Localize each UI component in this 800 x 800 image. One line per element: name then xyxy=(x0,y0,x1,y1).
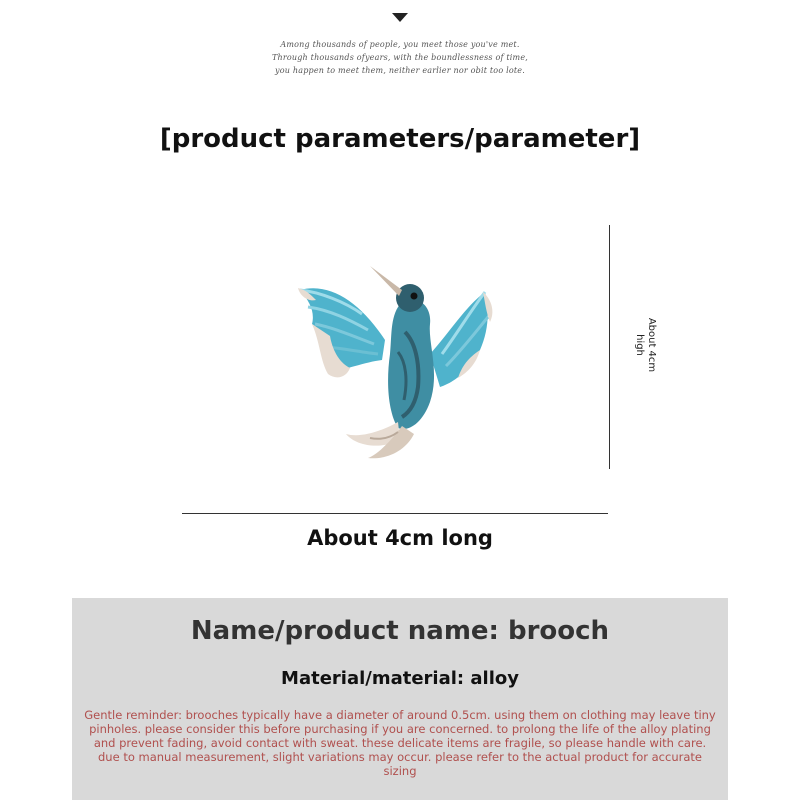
product-name: Name/product name: brooch xyxy=(190,616,610,646)
length-label: About 4cm long xyxy=(307,526,493,550)
bird-tail xyxy=(346,422,414,458)
hummingbird-brooch-image xyxy=(290,262,500,462)
quote-line: Among thousands of people, you meet those you've met. xyxy=(280,40,520,49)
height-measure-line xyxy=(609,225,610,469)
section-title: [product parameters/parameter] xyxy=(159,124,641,154)
product-material: Material/material: alloy xyxy=(281,668,519,689)
down-triangle-icon xyxy=(392,13,408,22)
gentle-reminder: Gentle reminder: brooches typically have a diameter of around 0.5cm. using them on clothing may leave tiny pinholes. please consider this before purchasing if you are concerned. to prolong the life of the alloy plating and prevent fading, avoid contact with sweat. these delicate items are fragile, so please handle with care. due to manual measurement, slight variations may occur. please refer to the actual product for accurate sizing xyxy=(84,708,716,778)
quote-line: Through thousands ofyears, with the boundlessness of time, xyxy=(271,53,529,62)
quote-line: you happen to meet them, neither earlier nor obit too lote. xyxy=(275,66,525,75)
right-wing xyxy=(430,292,492,387)
length-measure-line xyxy=(182,513,608,514)
left-wing xyxy=(298,288,385,377)
poem-quote xyxy=(200,38,600,77)
product-info-panel xyxy=(72,598,728,800)
height-label: About 4cm high xyxy=(634,317,657,373)
